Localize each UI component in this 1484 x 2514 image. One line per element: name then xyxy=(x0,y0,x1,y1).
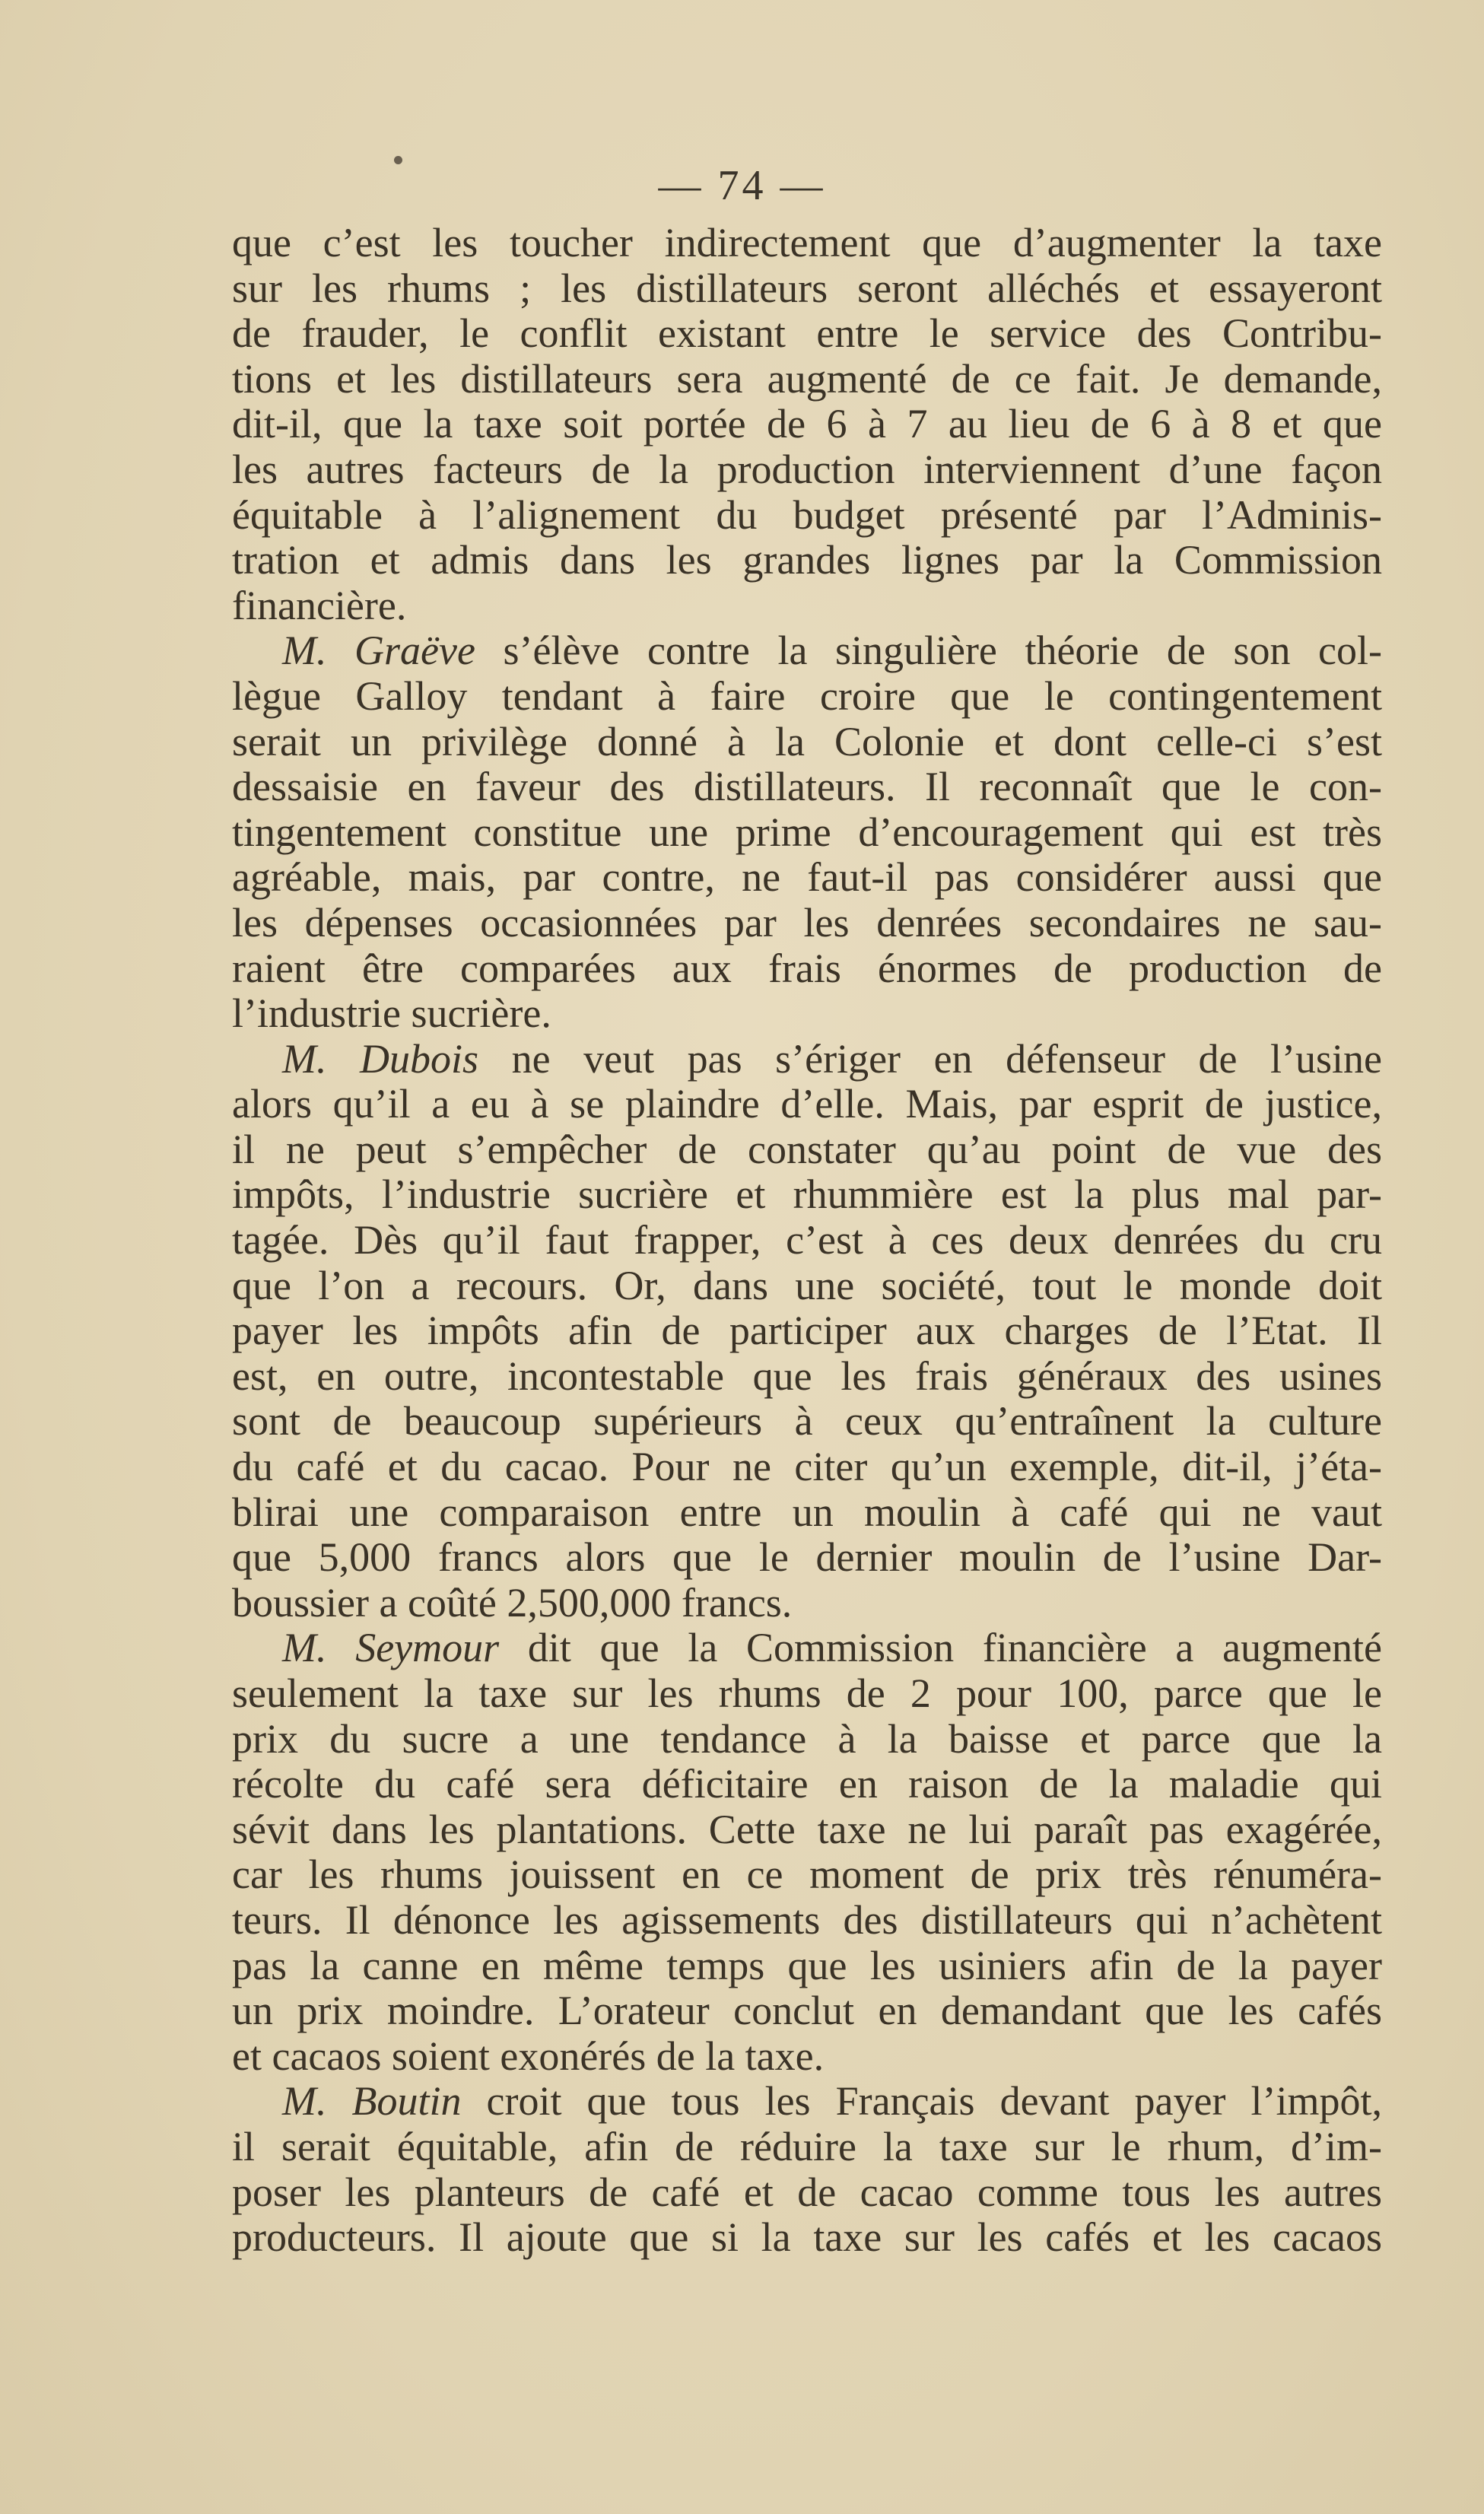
text-line xyxy=(232,1308,1382,1354)
text-line xyxy=(232,2079,1382,2125)
line-text: équitable à l’alignement du budget présenté par l’Adminis- xyxy=(232,491,1382,538)
line-text: que 5,000 francs alors que le dernier moulin de l’usine Dar- xyxy=(232,1534,1382,1581)
text-line xyxy=(232,266,1382,312)
text-line xyxy=(232,357,1382,402)
text-line xyxy=(232,1626,1382,1671)
speaker-name: M. Seymour xyxy=(282,1625,500,1671)
text-line xyxy=(232,2034,1382,2080)
line-text: boussier a coûté 2,500,000 francs. xyxy=(232,1579,793,1626)
line-text: producteurs. Il ajoute que si la taxe sur les cafés et les cacaos xyxy=(232,2214,1382,2261)
line-text: seulement la taxe sur les rhums de 2 pour 100, parce que le xyxy=(232,1670,1382,1716)
text-line xyxy=(232,1581,1382,1626)
line-text: sévit dans les plantations. Cette taxe ne lui paraît pas exagérée, xyxy=(232,1806,1382,1852)
text-line xyxy=(232,1671,1382,1717)
text-line xyxy=(232,1988,1382,2034)
line-text: impôts, l’industrie sucrière et rhummière est la plus mal par- xyxy=(232,1171,1382,1218)
text-line xyxy=(232,1127,1382,1173)
text-line xyxy=(232,855,1382,901)
line-text: que c’est les toucher indirectement que d’augmenter la taxe xyxy=(232,220,1382,265)
line-text: ne veut pas s’ériger en défenseur de l’usine xyxy=(478,1035,1382,1082)
line-text: car les rhums jouissent en ce moment de prix très rénuméra- xyxy=(232,1851,1382,1898)
line-text: les dépenses occasionnées par les denrées secondaires ne sau- xyxy=(232,899,1382,946)
text-line xyxy=(232,1717,1382,1762)
line-text: est, en outre, incontestable que les frais généraux des usines xyxy=(232,1352,1382,1399)
text-line xyxy=(232,1807,1382,1853)
text-line xyxy=(232,720,1382,765)
text-line xyxy=(232,2215,1382,2261)
text-line xyxy=(232,2170,1382,2216)
text-line xyxy=(232,1944,1382,1989)
text-line xyxy=(232,1172,1382,1218)
line-text: pas la canne en même temps que les usiniers afin de la payer xyxy=(232,1942,1382,1988)
line-text: de frauder, le conflit existant entre le service des Contribu- xyxy=(232,310,1382,357)
text-line xyxy=(232,1445,1382,1490)
line-text: un prix moindre. L’orateur conclut en demandant que les cafés xyxy=(232,1988,1382,2034)
text-line xyxy=(232,1535,1382,1581)
text-line xyxy=(232,402,1382,447)
line-text: dit-il, que la taxe soit portée de 6 à 7 au lieu de 6 à 8 et que xyxy=(232,401,1382,447)
text-line xyxy=(232,311,1382,357)
line-text: l’industrie sucrière. xyxy=(232,990,551,1037)
text-line xyxy=(232,1037,1382,1082)
text-line xyxy=(232,1490,1382,1536)
line-text: raient être comparées aux frais énormes de production de xyxy=(232,945,1382,991)
text-line xyxy=(232,1762,1382,1807)
text-line xyxy=(232,628,1382,674)
text-line xyxy=(232,221,1382,266)
text-line xyxy=(232,538,1382,583)
line-text: du café et du cacao. Pour ne citer qu’un exemple, dit-il, j’éta- xyxy=(232,1444,1382,1490)
text-line xyxy=(232,764,1382,810)
line-text: poser les planteurs de café et de cacao comme tous les autres xyxy=(232,2169,1382,2215)
text-line xyxy=(232,674,1382,720)
text-line xyxy=(232,991,1382,1037)
speaker-name: M. Dubois xyxy=(282,1035,479,1082)
text-line xyxy=(232,810,1382,856)
page-number: — 74 — xyxy=(658,162,826,209)
line-text: blirai une comparaison entre un moulin à café qui ne vaut xyxy=(232,1489,1382,1535)
line-text: lègue Galloy tendant à faire croire que le contingentement xyxy=(232,672,1382,719)
line-text: tration et admis dans les grandes lignes par la Commission xyxy=(232,537,1382,583)
line-text: récolte du café sera déficitaire en raison de la maladie qui xyxy=(232,1761,1382,1807)
line-text: serait un privilège donné à la Colonie et dont celle-ci s’est xyxy=(232,718,1382,764)
line-text: les autres facteurs de la production interviennent d’une façon xyxy=(232,446,1382,492)
text-line xyxy=(232,1399,1382,1445)
line-text: prix du sucre a une tendance à la baisse et parce que la xyxy=(232,1715,1382,1762)
line-text: tions et les distillateurs sera augmenté de ce fait. Je demande, xyxy=(232,355,1382,402)
line-text: il serait équitable, afin de réduire la taxe sur le rhum, d’im- xyxy=(232,2123,1382,2169)
line-text: que l’on a recours. Or, dans une société, tout le monde doit xyxy=(232,1262,1382,1308)
text-line xyxy=(232,1354,1382,1400)
line-text: dessaisie en faveur des distillateurs. Il reconnaît que le con- xyxy=(232,764,1382,810)
line-text: payer les impôts afin de participer aux charges de l’Etat. Il xyxy=(232,1308,1382,1354)
line-text: il ne peut s’empêcher de constater qu’au point de vue des xyxy=(232,1126,1382,1172)
text-line xyxy=(232,493,1382,539)
line-text: sur les rhums ; les distillateurs seront alléchés et essayeront xyxy=(232,265,1382,311)
text-line xyxy=(232,1263,1382,1309)
text-line xyxy=(232,1852,1382,1898)
text-line xyxy=(232,946,1382,992)
text-line xyxy=(232,1082,1382,1127)
speaker-name: M. Graëve xyxy=(282,628,475,674)
body-text xyxy=(232,221,1382,2261)
line-text: et cacaos soient exonérés de la taxe. xyxy=(232,2032,825,2079)
text-line xyxy=(232,1898,1382,1944)
speaker-name: M. Boutin xyxy=(282,2078,462,2125)
text-line xyxy=(232,1218,1382,1263)
line-text: croit que tous les Français devant payer l’impôt, xyxy=(461,2078,1382,2125)
line-text: financière. xyxy=(232,582,407,628)
line-text: tagée. Dès qu’il faut frapper, c’est à ces deux denrées du cru xyxy=(232,1217,1382,1263)
line-text: agréable, mais, par contre, ne faut-il pas considérer aussi que xyxy=(232,854,1382,901)
line-text: alors qu’il a eu à se plaindre d’elle. Mais, par esprit de justice, xyxy=(232,1081,1382,1127)
line-text: s’élève contre la singulière théorie de son col- xyxy=(475,628,1382,674)
line-text: dit que la Commission financière a augmenté xyxy=(499,1625,1382,1671)
line-text: tingentement constitue une prime d’encouragement qui est très xyxy=(232,809,1382,855)
text-line xyxy=(232,447,1382,493)
text-line xyxy=(232,583,1382,629)
text-line xyxy=(232,901,1382,946)
text-line xyxy=(232,2125,1382,2170)
line-text: teurs. Il dénonce les agissements des distillateurs qui n’achètent xyxy=(232,1896,1382,1943)
line-text: sont de beaucoup supérieurs à ceux qu’entraînent la culture xyxy=(232,1398,1382,1445)
